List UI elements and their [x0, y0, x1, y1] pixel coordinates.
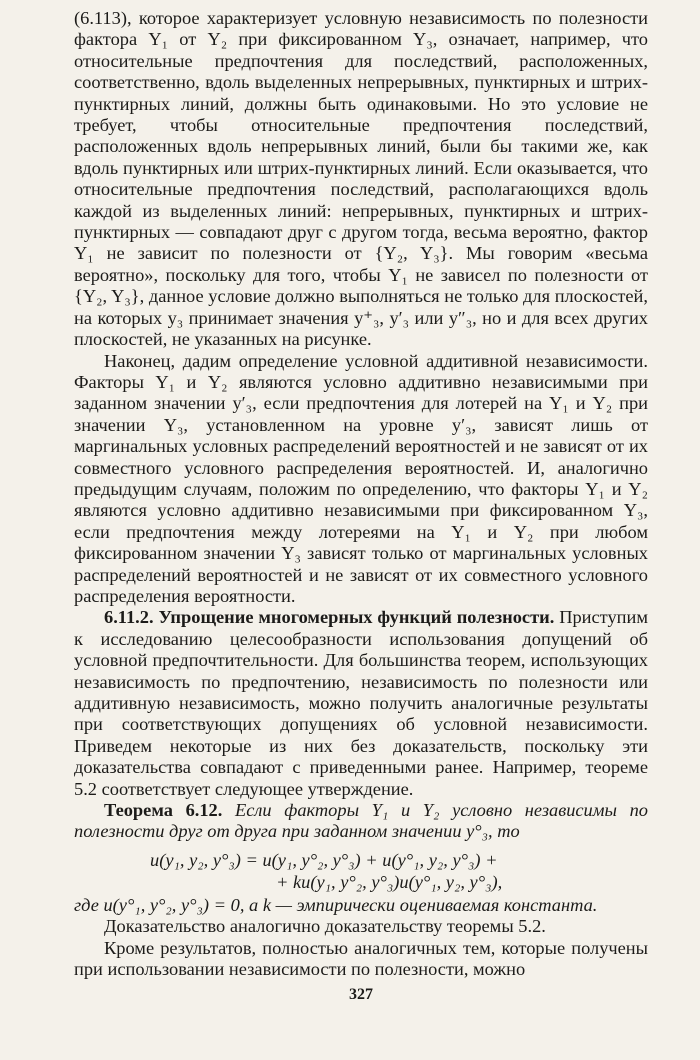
formula-line-2: + ku(y₁, y°₂, y°₃)u(y°₁, y₂, y°₃), — [276, 871, 503, 892]
theorem-statement: Если факторы Y₁ и Y₂ условно независимы по полезности друг от друга при заданном значении y°₃, то — [74, 800, 648, 842]
section-title: 6.11.2. Упрощение многомерных функций полезности. — [104, 607, 555, 628]
paragraph-conditional-additive-independence: Наконец, дадим определение условной аддитивной независимости. Факторы Y₁ и Y₂ являются условно аддитивно независимыми при заданном значении y′₃, если предпочтения для лотерей на Y₁ и Y₂ при значении Y₃, установленном на уровне y′₃, зависят лишь от маргинальных условных распределений вероятностей и не зависят от их совместного условного распределения вероятностей. И, аналогично предыдущим случаям, положим по определению, что факторы Y₁ и Y₂ являются условно аддитивно независимыми при фиксированном Y₃, если предпочтения между лотереями на Y₁ и Y₂ при любом фиксированном значении Y₃ зависят только от маргинальных условных распределений вероятностей и не зависят от их совместного условного распределения вероятности. — [74, 350, 648, 606]
formula-line-1: u(y₁, y₂, y°₃) = u(y₁, y°₂, y°₃) + u(y°₁, y₂, y°₃) + — [150, 849, 498, 870]
theorem-formula — [74, 849, 648, 893]
theorem-6-12 — [74, 800, 648, 843]
formula-condition-text: где u(y°₁, y°₂, y°₃) = 0, а k — эмпирически оцениваемая константа. — [74, 894, 598, 915]
proof-note: Доказательство аналогично доказательству теоремы 5.2. — [104, 916, 546, 937]
formula-condition — [74, 895, 648, 916]
paragraph-further-results: Кроме результатов, полностью аналогичных тем, которые получены при использовании независимости по полезности, можно — [74, 937, 648, 980]
paragraph-utility-independence-continued: (6.113), которое характеризует условную независимость по полезности фактора Y₁ от Y₂ при фиксированном Y₃, означает, например, что относительные предпочтения для последствий, расположенных, соответственно, вдоль выделенных непрерывных, пунктирных и штрих-пунктирных линий, должны быть одинаковыми. Но это условие не требует, чтобы относительные предпочтения последствий, расположенных вдоль непрерывных линий, были бы такими же, как вдоль пунктирных или штрих-пунктирных линий. Если оказывается, что относительные предпочтения последствий, располагающихся вдоль каждой из выделенных линий: непрерывных, пунктирных и штрих-пунктирных — совпадают друг с другом тогда, весьма вероятно, фактор Y₁ не зависит по полезности от {Y₂, Y₃}. Мы говорим «весьма вероятно», поскольку для того, чтобы Y₁ не зависел по полезности от {Y₂, Y₃}, данное условие должно выполняться не только для плоскостей, на которых y₃ принимает значения y⁺₃, y′₃ или y″₃, но и для всех других плоскостей, не указанных на рисунке. — [74, 8, 648, 350]
section-body-text: Приступим к исследованию целесообразности использования допущений об условной предпочтительности. Для большинства теорем, использующих независимость по предпочтению, независимость по полезности или аддитивную независимость, можно получить аналогичные результаты при соответствующих допущениях об условной независимости. Приведем некоторые из них без доказательств, поскольку эти доказательства совпадают с приведенными ранее. Например, теореме 5.2 соответствует следующее утверждение. — [74, 607, 648, 799]
theorem-label: Теорема 6.12. — [104, 800, 223, 821]
paragraph-section-6-11-2 — [74, 607, 648, 800]
page-number: 327 — [349, 986, 373, 1004]
